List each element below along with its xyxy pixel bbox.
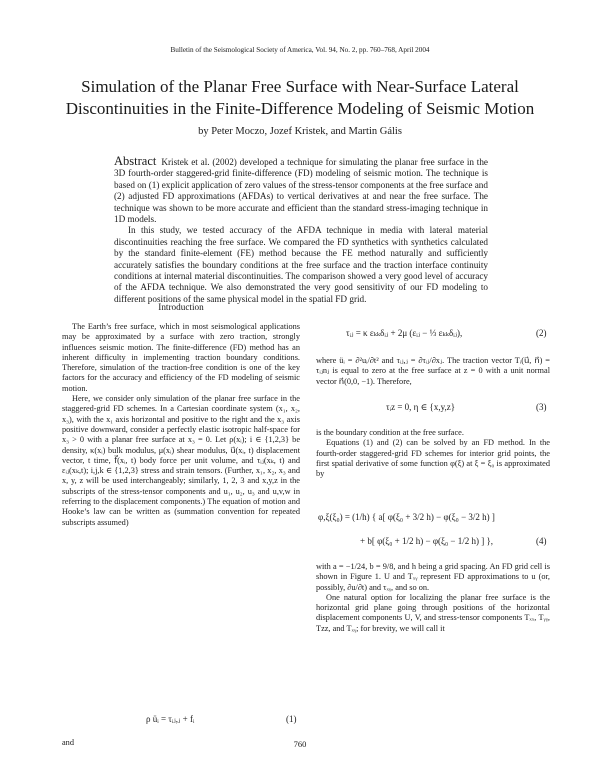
equation-2: τᵢⱼ = κ εₖₖδᵢⱼ + 2μ (εᵢⱼ − ⅓ εₖₖδᵢⱼ), (346, 328, 463, 338)
right-paragraph-5: One natural option for localizing the planar free surface is the horizontal grid plane going through positions of the horizontal displacement components U, V, and stress-tensor components Tₓₓ, Tᵧᵧ, Tzz, and Tₓᵧ; for brevity, we will call it (316, 592, 550, 633)
right-paragraph-2: is the boundary condition at the free surface. (316, 428, 464, 437)
equation-4-line-2: + b[ φ(ξ₀ + 1/2 h) − φ(ξ₀ − 1/2 h) ] }, (360, 536, 494, 546)
section-heading-introduction: Introduction (158, 302, 204, 312)
right-column-top (316, 356, 550, 387)
right-paragraph-1: where üᵢ = ∂²uᵢ/∂t² and τᵢⱼ,ⱼ = ∂τᵢⱼ/∂xⱼ. The traction vector Tᵢ(u⃗, n⃗) = τᵢⱼnⱼ is equal to zero at the free surface at z = 0 with a unit normal vector n⃗(0,0, −1). Therefore, (316, 356, 550, 386)
left-column (62, 322, 300, 528)
author-list: by Peter Moczo, Jozef Kristek, and Martin Gális (198, 126, 402, 137)
abstract-paragraph-2: In this study, we tested accuracy of the AFDA technique in media with lateral material discontinuities reaching the free surface. We compared the FD synthetics with synthetics calculated by the standard finite-element (FE) method because the FE method naturally and sufficiently accurately satisfies the boundary conditions at the free surface and the traction interface continuity conditions at internal material discontinuities. The comparison showed a very good level of accuracy of the AFDA technique. We also demonstrated the very good sensitivity of our FD modeling to different positions of the same physical model in the spatial FD grid. (114, 225, 488, 304)
abstract-heading: Abstract (114, 154, 157, 168)
equation-4-number: (4) (536, 536, 547, 546)
right-paragraph-4: with a = −1/24, b = 9/8, and h being a grid spacing. An FD grid cell is shown in Figure 1. U and Tₓᵧ represent FD approximations to u (or, possibly, ∂u/∂t) and τₓᵧ, and so on. (316, 562, 550, 592)
journal-citation: Bulletin of the Seismological Society of America, Vol. 94, No. 2, pp. 760–768, April 2004 (170, 46, 430, 54)
title-line-2: Discontinuities in the Finite-Difference Modeling of Seismic Motion (65, 99, 535, 118)
right-paragraph-3: Equations (1) and (2) can be solved by an FD method. In the fourth-order staggered-grid FD schemes for interior grid points, the first spatial derivative of some function φ(ξ) at ξ = ξ₀ is approximated by (316, 438, 550, 479)
right-column-middle (316, 428, 550, 479)
equation-3-number: (3) (536, 402, 547, 412)
right-column-bottom (316, 562, 550, 634)
equation-4-line-1: φ,ξ(ξ₀) = (1/h) { a[ φ(ξ₀ + 3/2 h) − φ(ξ₀ − 3/2 h) ] (318, 512, 495, 522)
page-number: 760 (293, 739, 307, 749)
equation-3: τᵢz = 0, η ∈ {x,y,z} (386, 402, 456, 412)
abstract-text-1: Kristek et al. (2002) developed a technique for simulating the planar free surface in the 3D fourth-order staggered-grid finite-difference (FD) modeling of seismic motion. The technique is based on (1) explicit application of zero values of the stress-tensor components at the free surface and (2) adjusted FD approximations (AFDAs) to vertical derivatives at and near the free surface. The technique was shown to be more accurate and efficient than the standard stress-imaging technique in 1D models. (114, 157, 488, 225)
equation-1-number: (1) (286, 714, 297, 724)
abstract-paragraph-1 (114, 156, 488, 225)
abstract (114, 156, 488, 305)
intro-paragraph-2: Here, we consider only simulation of the planar free surface in the staggered-grid FD schemes. In a Cartesian coordinate system (x₁, x₂, x₃), with the x₁ axis horizontal and positive to the right and the x₃ axis positive downward, consider a perfectly elastic isotropic half-space for x₃ > 0 with a planar free surface at x₃ = 0. Let ρ(xᵢ); i ∈ {1,2,3} be density, κ(xᵢ) bulk modulus, μ(xᵢ) shear modulus, u⃗(xᵢ, t) displacement vector, t time, f⃗(xᵢ, t) body force per unit volume, and τᵢⱼ(xₖ, t) and εᵢⱼ(xₖ,t); i,j,k ∈ {1,2,3} stress and strain tensors. (Further, x₁, x₂, x₃ and x, y, z will be used interchangeably; similarly, 1, 2, 3 and x,y,z in the subscripts of the stress-tensor components and u₁, u₂, u₃ and u,v,w in referring to the displacement components.) The equation of motion and Hooke’s law can be written as (summation convention for repeated subscripts assumed) (62, 394, 300, 527)
article-title (60, 76, 540, 120)
and-text: and (62, 738, 74, 747)
title-line-1: Simulation of the Planar Free Surface with Near-Surface Lateral (81, 77, 519, 96)
equation-2-number: (2) (536, 328, 547, 338)
intro-paragraph-1: The Earth’s free surface, which in most seismological applications may be approximated by a surface with zero traction, strongly influences seismic motion. The finite-difference (FD) method has an inherent difficulty in implementing traction boundary conditions. Therefore, simulation of the traction-free condition is one of the key factors for the accuracy and efficiency of the FD modeling of seismic motion. (62, 322, 300, 393)
equation-1: ρ üᵢ = τᵢⱼ,ⱼ + fᵢ (146, 714, 195, 724)
